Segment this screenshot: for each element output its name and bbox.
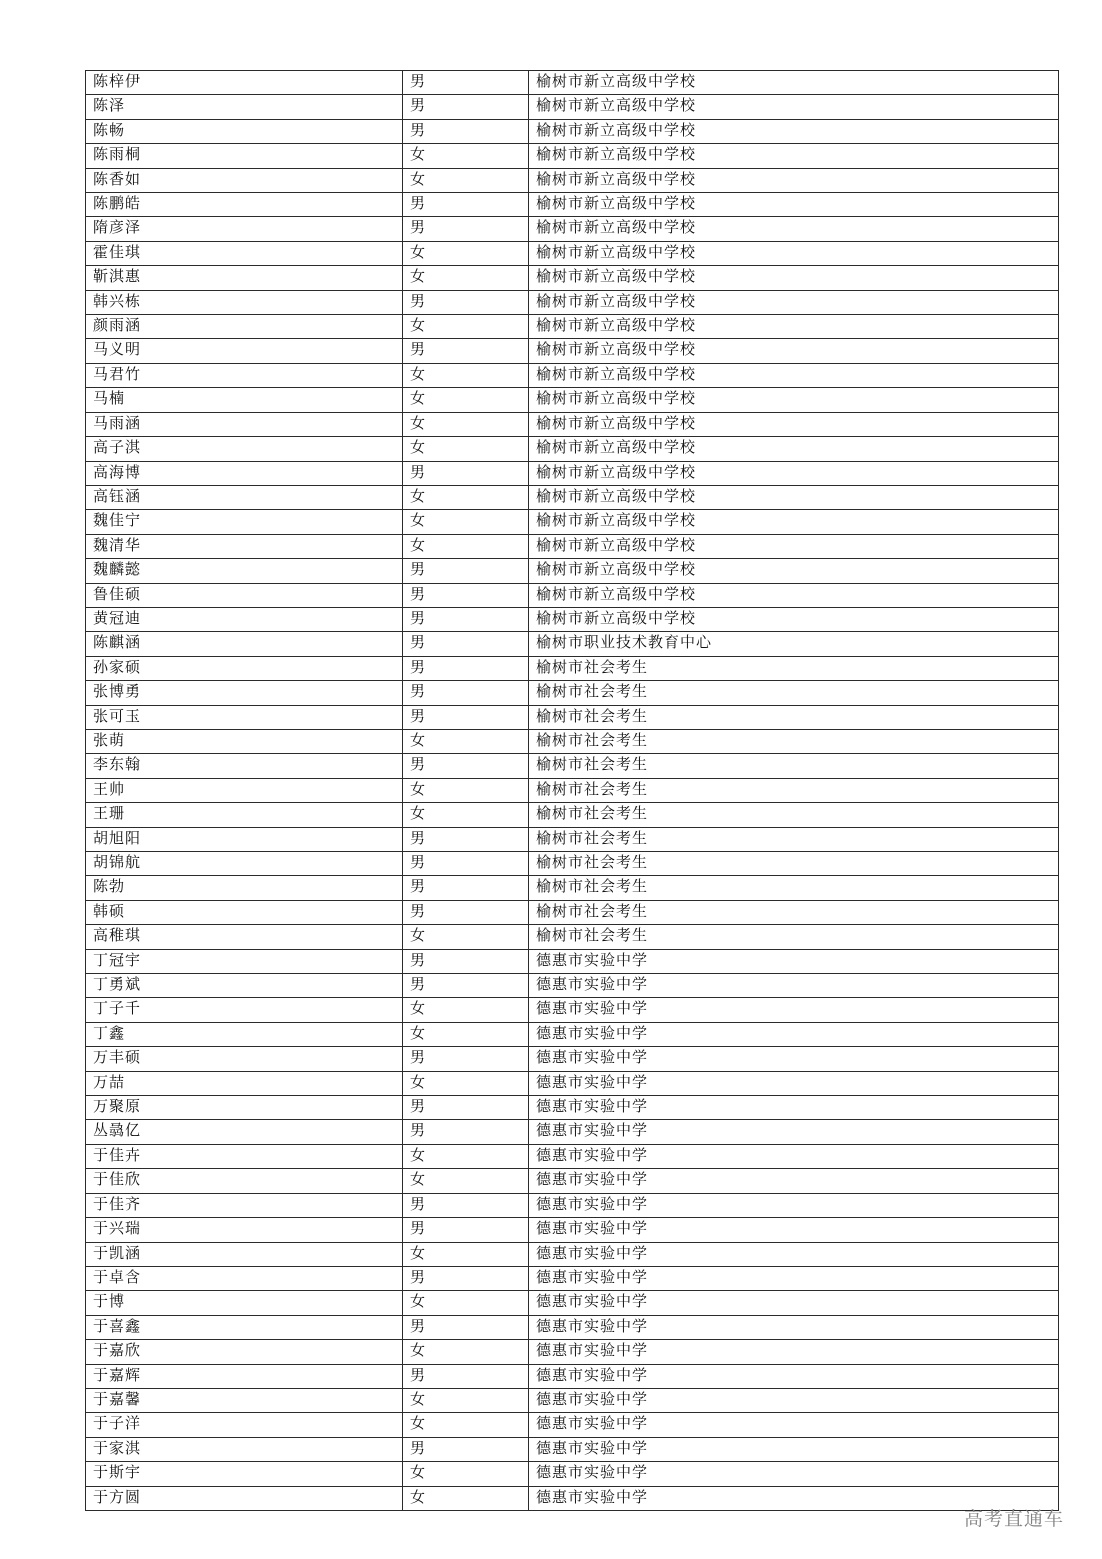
name-cell: 高钰涵	[86, 485, 403, 509]
gender-cell: 男	[403, 1120, 529, 1144]
gender-cell: 男	[403, 217, 529, 241]
name-cell: 陈鹏皓	[86, 193, 403, 217]
table-row	[86, 168, 1059, 192]
table-row	[86, 266, 1059, 290]
school-cell: 榆树市新立高级中学校	[529, 266, 1059, 290]
name-cell: 高海博	[86, 461, 403, 485]
name-cell: 于佳欣	[86, 1169, 403, 1193]
school-cell: 榆树市社会考生	[529, 705, 1059, 729]
table-row	[86, 900, 1059, 924]
table-row	[86, 876, 1059, 900]
name-cell: 丁鑫	[86, 1022, 403, 1046]
school-cell: 榆树市社会考生	[529, 852, 1059, 876]
table-row	[86, 998, 1059, 1022]
name-cell: 陈香如	[86, 168, 403, 192]
school-cell: 德惠市实验中学	[529, 1486, 1059, 1510]
gender-cell: 男	[403, 583, 529, 607]
name-cell: 丁子千	[86, 998, 403, 1022]
school-cell: 榆树市新立高级中学校	[529, 388, 1059, 412]
table-row	[86, 241, 1059, 265]
gender-cell: 男	[403, 1096, 529, 1120]
table-row	[86, 1291, 1059, 1315]
table-row	[86, 1462, 1059, 1486]
gender-cell: 女	[403, 1071, 529, 1095]
school-cell: 榆树市社会考生	[529, 827, 1059, 851]
table-row	[86, 534, 1059, 558]
name-cell: 于凯涵	[86, 1242, 403, 1266]
name-cell: 陈雨桐	[86, 144, 403, 168]
name-cell: 魏麟懿	[86, 559, 403, 583]
name-cell: 陈梓伊	[86, 71, 403, 95]
name-cell: 魏佳宁	[86, 510, 403, 534]
name-cell: 陈泽	[86, 95, 403, 119]
name-cell: 张可玉	[86, 705, 403, 729]
name-cell: 陈麒涵	[86, 632, 403, 656]
gender-cell: 女	[403, 1144, 529, 1168]
school-cell: 德惠市实验中学	[529, 1242, 1059, 1266]
name-cell: 魏清华	[86, 534, 403, 558]
school-cell: 德惠市实验中学	[529, 1388, 1059, 1412]
table-row	[86, 681, 1059, 705]
table-row	[86, 607, 1059, 631]
name-cell: 王珊	[86, 803, 403, 827]
school-cell: 德惠市实验中学	[529, 1364, 1059, 1388]
gender-cell: 男	[403, 705, 529, 729]
school-cell: 榆树市新立高级中学校	[529, 363, 1059, 387]
gender-cell: 男	[403, 71, 529, 95]
table-row	[86, 1266, 1059, 1290]
school-cell: 德惠市实验中学	[529, 1071, 1059, 1095]
school-cell: 德惠市实验中学	[529, 998, 1059, 1022]
table-row	[86, 485, 1059, 509]
table-row	[86, 1144, 1059, 1168]
gender-cell: 女	[403, 1242, 529, 1266]
table-row	[86, 290, 1059, 314]
table-row	[86, 656, 1059, 680]
school-cell: 榆树市社会考生	[529, 681, 1059, 705]
gender-cell: 女	[403, 778, 529, 802]
school-cell: 榆树市新立高级中学校	[529, 559, 1059, 583]
gender-cell: 男	[403, 876, 529, 900]
name-cell: 马君竹	[86, 363, 403, 387]
school-cell: 榆树市社会考生	[529, 803, 1059, 827]
gender-cell: 女	[403, 437, 529, 461]
school-cell: 德惠市实验中学	[529, 1413, 1059, 1437]
gender-cell: 男	[403, 949, 529, 973]
gender-cell: 女	[403, 1462, 529, 1486]
school-cell: 德惠市实验中学	[529, 1022, 1059, 1046]
school-cell: 榆树市新立高级中学校	[529, 217, 1059, 241]
school-cell: 榆树市社会考生	[529, 876, 1059, 900]
name-cell: 霍佳琪	[86, 241, 403, 265]
gender-cell: 女	[403, 998, 529, 1022]
school-cell: 榆树市社会考生	[529, 900, 1059, 924]
table-row	[86, 95, 1059, 119]
table-row	[86, 315, 1059, 339]
roster-body	[86, 71, 1059, 1511]
table-row	[86, 1437, 1059, 1461]
gender-cell: 男	[403, 632, 529, 656]
school-cell: 榆树市新立高级中学校	[529, 119, 1059, 143]
student-roster-table	[85, 70, 1059, 1511]
school-cell: 榆树市新立高级中学校	[529, 290, 1059, 314]
name-cell: 胡旭阳	[86, 827, 403, 851]
name-cell: 于卓含	[86, 1266, 403, 1290]
name-cell: 韩硕	[86, 900, 403, 924]
gender-cell: 男	[403, 754, 529, 778]
table-row	[86, 363, 1059, 387]
name-cell: 于博	[86, 1291, 403, 1315]
name-cell: 万喆	[86, 1071, 403, 1095]
table-row	[86, 1315, 1059, 1339]
gender-cell: 男	[403, 95, 529, 119]
gender-cell: 女	[403, 168, 529, 192]
table-row	[86, 1120, 1059, 1144]
school-cell: 德惠市实验中学	[529, 1315, 1059, 1339]
gender-cell: 女	[403, 1022, 529, 1046]
gender-cell: 男	[403, 1364, 529, 1388]
gender-cell: 女	[403, 925, 529, 949]
table-row	[86, 583, 1059, 607]
table-row	[86, 1047, 1059, 1071]
gender-cell: 女	[403, 1388, 529, 1412]
name-cell: 于嘉欣	[86, 1340, 403, 1364]
name-cell: 于佳卉	[86, 1144, 403, 1168]
gender-cell: 男	[403, 1266, 529, 1290]
gender-cell: 女	[403, 729, 529, 753]
table-row	[86, 1022, 1059, 1046]
gender-cell: 男	[403, 974, 529, 998]
school-cell: 榆树市新立高级中学校	[529, 412, 1059, 436]
gender-cell: 男	[403, 1315, 529, 1339]
school-cell: 榆树市社会考生	[529, 778, 1059, 802]
school-cell: 榆树市社会考生	[529, 754, 1059, 778]
table-row	[86, 339, 1059, 363]
gender-cell: 女	[403, 1169, 529, 1193]
table-row	[86, 949, 1059, 973]
table-row	[86, 778, 1059, 802]
school-cell: 德惠市实验中学	[529, 1096, 1059, 1120]
school-cell: 德惠市实验中学	[529, 1144, 1059, 1168]
table-row	[86, 1364, 1059, 1388]
gender-cell: 女	[403, 241, 529, 265]
table-row	[86, 1486, 1059, 1510]
gender-cell: 男	[403, 607, 529, 631]
school-cell: 榆树市新立高级中学校	[529, 510, 1059, 534]
name-cell: 于喜鑫	[86, 1315, 403, 1339]
table-row	[86, 144, 1059, 168]
name-cell: 万丰硕	[86, 1047, 403, 1071]
name-cell: 隋彦泽	[86, 217, 403, 241]
school-cell: 榆树市新立高级中学校	[529, 144, 1059, 168]
name-cell: 于斯宇	[86, 1462, 403, 1486]
name-cell: 李东翰	[86, 754, 403, 778]
gender-cell: 男	[403, 1047, 529, 1071]
name-cell: 万聚原	[86, 1096, 403, 1120]
gender-cell: 男	[403, 900, 529, 924]
name-cell: 马楠	[86, 388, 403, 412]
name-cell: 于佳齐	[86, 1193, 403, 1217]
name-cell: 丁冠宇	[86, 949, 403, 973]
table-row	[86, 461, 1059, 485]
table-row	[86, 71, 1059, 95]
gender-cell: 女	[403, 1340, 529, 1364]
table-row	[86, 974, 1059, 998]
school-cell: 榆树市新立高级中学校	[529, 607, 1059, 631]
school-cell: 榆树市社会考生	[529, 656, 1059, 680]
name-cell: 于嘉馨	[86, 1388, 403, 1412]
gender-cell: 女	[403, 412, 529, 436]
name-cell: 颜雨涵	[86, 315, 403, 339]
school-cell: 榆树市新立高级中学校	[529, 168, 1059, 192]
school-cell: 榆树市社会考生	[529, 729, 1059, 753]
table-row	[86, 437, 1059, 461]
name-cell: 于方圆	[86, 1486, 403, 1510]
school-cell: 榆树市新立高级中学校	[529, 339, 1059, 363]
name-cell: 王帅	[86, 778, 403, 802]
school-cell: 榆树市新立高级中学校	[529, 193, 1059, 217]
name-cell: 张博勇	[86, 681, 403, 705]
table-row	[86, 1242, 1059, 1266]
table-row	[86, 852, 1059, 876]
table-row	[86, 1388, 1059, 1412]
name-cell: 于兴瑞	[86, 1218, 403, 1242]
school-cell: 榆树市新立高级中学校	[529, 71, 1059, 95]
table-row	[86, 388, 1059, 412]
school-cell: 榆树市新立高级中学校	[529, 241, 1059, 265]
gender-cell: 男	[403, 681, 529, 705]
school-cell: 德惠市实验中学	[529, 1193, 1059, 1217]
school-cell: 德惠市实验中学	[529, 1462, 1059, 1486]
school-cell: 德惠市实验中学	[529, 1169, 1059, 1193]
table-row	[86, 1193, 1059, 1217]
gender-cell: 男	[403, 193, 529, 217]
table-row	[86, 925, 1059, 949]
school-cell: 德惠市实验中学	[529, 1047, 1059, 1071]
table-row	[86, 1169, 1059, 1193]
school-cell: 德惠市实验中学	[529, 1266, 1059, 1290]
gender-cell: 男	[403, 1218, 529, 1242]
gender-cell: 男	[403, 1193, 529, 1217]
school-cell: 德惠市实验中学	[529, 1218, 1059, 1242]
gender-cell: 男	[403, 656, 529, 680]
name-cell: 高子淇	[86, 437, 403, 461]
table-row	[86, 1413, 1059, 1437]
name-cell: 陈勃	[86, 876, 403, 900]
name-cell: 于嘉辉	[86, 1364, 403, 1388]
name-cell: 黄冠迪	[86, 607, 403, 631]
school-cell: 榆树市新立高级中学校	[529, 534, 1059, 558]
name-cell: 于子洋	[86, 1413, 403, 1437]
table-row	[86, 1071, 1059, 1095]
gender-cell: 男	[403, 559, 529, 583]
school-cell: 德惠市实验中学	[529, 1437, 1059, 1461]
table-row	[86, 754, 1059, 778]
name-cell: 马雨涵	[86, 412, 403, 436]
school-cell: 榆树市新立高级中学校	[529, 461, 1059, 485]
school-cell: 榆树市新立高级中学校	[529, 315, 1059, 339]
gender-cell: 女	[403, 315, 529, 339]
name-cell: 马义明	[86, 339, 403, 363]
name-cell: 丁勇斌	[86, 974, 403, 998]
table-row	[86, 803, 1059, 827]
table-row	[86, 1340, 1059, 1364]
table-row	[86, 119, 1059, 143]
table-row	[86, 1096, 1059, 1120]
gender-cell: 女	[403, 510, 529, 534]
table-row	[86, 632, 1059, 656]
school-cell: 德惠市实验中学	[529, 1340, 1059, 1364]
school-cell: 德惠市实验中学	[529, 949, 1059, 973]
name-cell: 鲁佳硕	[86, 583, 403, 607]
name-cell: 孙家硕	[86, 656, 403, 680]
name-cell: 靳淇惠	[86, 266, 403, 290]
school-cell: 榆树市职业技术教育中心	[529, 632, 1059, 656]
name-cell: 张萌	[86, 729, 403, 753]
gender-cell: 男	[403, 290, 529, 314]
table-row	[86, 510, 1059, 534]
school-cell: 德惠市实验中学	[529, 974, 1059, 998]
table-row	[86, 827, 1059, 851]
gender-cell: 男	[403, 119, 529, 143]
school-cell: 榆树市新立高级中学校	[529, 437, 1059, 461]
table-row	[86, 193, 1059, 217]
gender-cell: 男	[403, 827, 529, 851]
table-row	[86, 412, 1059, 436]
name-cell: 丛骉亿	[86, 1120, 403, 1144]
name-cell: 胡锦航	[86, 852, 403, 876]
school-cell: 榆树市新立高级中学校	[529, 485, 1059, 509]
name-cell: 高稚琪	[86, 925, 403, 949]
gender-cell: 女	[403, 485, 529, 509]
gender-cell: 女	[403, 144, 529, 168]
gender-cell: 女	[403, 803, 529, 827]
gender-cell: 女	[403, 534, 529, 558]
gender-cell: 男	[403, 339, 529, 363]
table-row	[86, 217, 1059, 241]
school-cell: 榆树市新立高级中学校	[529, 95, 1059, 119]
table-row	[86, 705, 1059, 729]
gender-cell: 女	[403, 363, 529, 387]
table-row	[86, 729, 1059, 753]
gender-cell: 男	[403, 852, 529, 876]
gender-cell: 女	[403, 1413, 529, 1437]
table-row	[86, 559, 1059, 583]
gender-cell: 女	[403, 1486, 529, 1510]
watermark-text: 高考直通车	[963, 1509, 1064, 1530]
school-cell: 德惠市实验中学	[529, 1291, 1059, 1315]
school-cell: 榆树市新立高级中学校	[529, 583, 1059, 607]
gender-cell: 女	[403, 1291, 529, 1315]
school-cell: 榆树市社会考生	[529, 925, 1059, 949]
school-cell: 德惠市实验中学	[529, 1120, 1059, 1144]
gender-cell: 女	[403, 266, 529, 290]
gender-cell: 女	[403, 388, 529, 412]
table-row	[86, 1218, 1059, 1242]
name-cell: 于家淇	[86, 1437, 403, 1461]
name-cell: 陈畅	[86, 119, 403, 143]
gender-cell: 男	[403, 461, 529, 485]
name-cell: 韩兴栋	[86, 290, 403, 314]
gender-cell: 男	[403, 1437, 529, 1461]
